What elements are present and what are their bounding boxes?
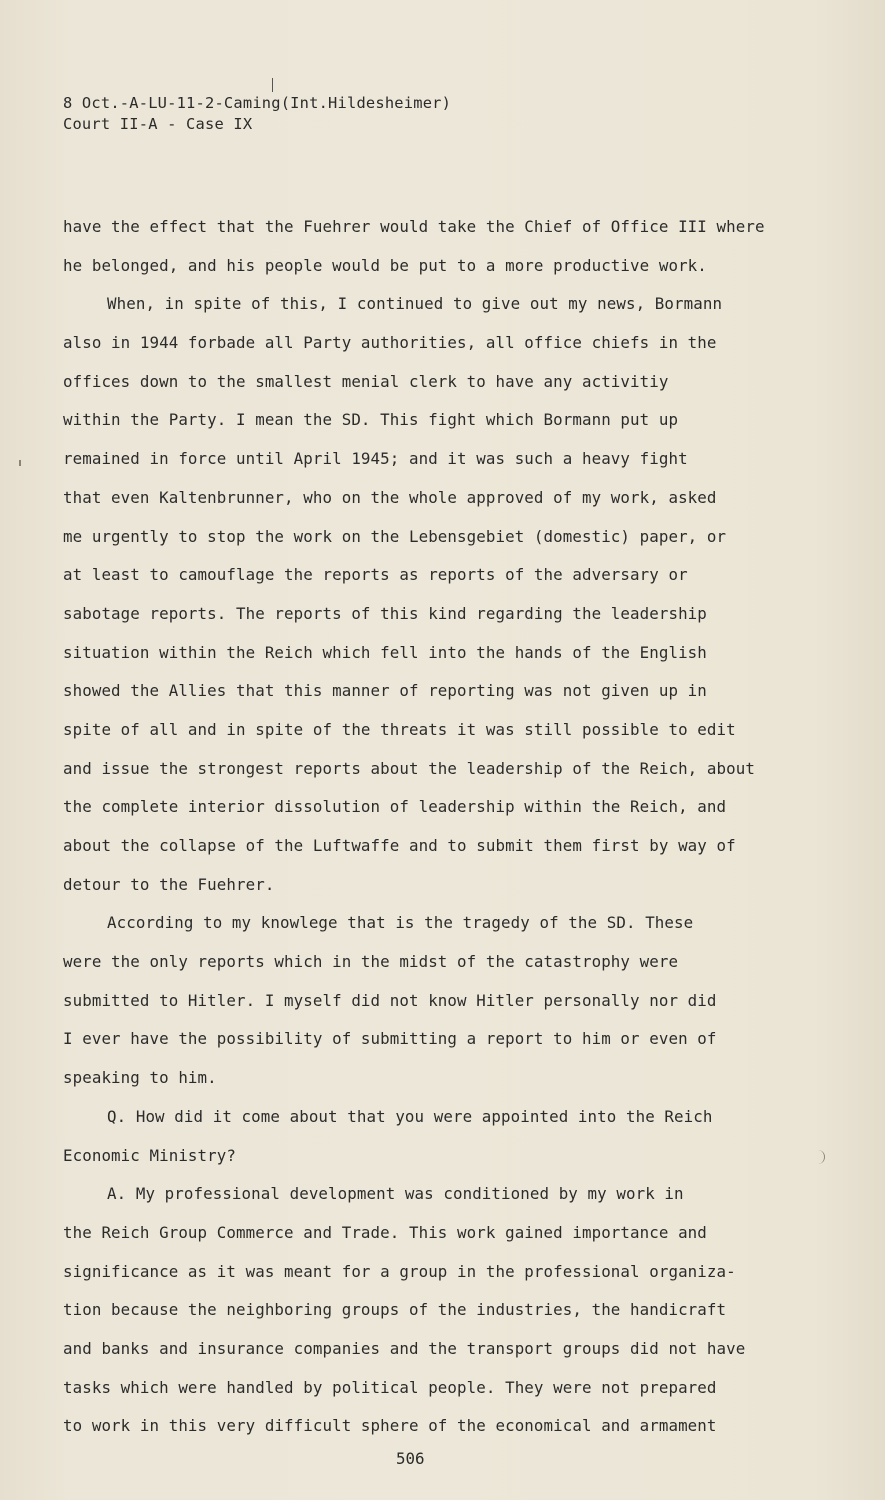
transcript-line: tasks which were handled by political people. They were not prepared [63,1377,717,1397]
typewriter-mark [272,78,273,92]
transcript-line: to work in this very difficult sphere of the economical and armament [63,1416,717,1436]
transcript-line: detour to the Fuehrer. [63,874,275,894]
transcript-line: submitted to Hitler. I myself did not know Hitler personally nor did [63,990,717,1010]
header-session-line: 8 Oct.-A-LU-11-2-Caming(Int.Hildesheimer) [63,94,452,112]
transcript-line: tion because the neighboring groups of the industries, the handicraft [63,1300,727,1320]
transcript-line: offices down to the smallest menial clerk to have any activitiy [63,371,669,391]
transcript-line: were the only reports which in the midst of the catastrophy were [63,952,679,972]
transcript-line: I ever have the possibility of submitting a report to him or even of [63,1029,717,1049]
transcript-line: about the collapse of the Luftwaffe and to submit them first by way of [63,836,736,855]
transcript-line: Q. How did it come about that you were appointed into the Reich [107,1106,713,1126]
transcript-line: A. My professional development was conditioned by my work in [107,1184,684,1204]
transcript-line: showed the Allies that this manner of reporting was not given up in [63,681,707,701]
transcript-line: When, in spite of this, I continued to give out my news, Bormann [107,294,723,314]
transcript-line: me urgently to stop the work on the Lebensgebiet (domestic) paper, or [63,526,727,546]
transcript-line: and banks and insurance companies and the transport groups did not have [63,1338,746,1358]
transcript-line: sabotage reports. The reports of this kind regarding the leadership [63,603,707,623]
transcript-line: According to my knowlege that is the tragedy of the SD. These [107,913,694,933]
transcript-line: significance as it was meant for a group in the professional organiza- [63,1261,736,1281]
transcript-line: spite of all and in spite of the threats it was still possible to edit [63,719,736,739]
transcript-body [63,213,783,1451]
transcript-line: and issue the strongest reports about the leadership of the Reich, about [63,758,755,778]
transcript-line: at least to camouflage the reports as reports of the adversary or [63,565,688,585]
transcript-line: he belonged, and his people would be put to a more productive work. [63,255,707,275]
transcript-line: situation within the Reich which fell into the hands of the English [63,642,707,662]
transcript-line: Economic Ministry? [63,1145,236,1165]
margin-mark [19,460,21,466]
transcript-line: also in 1944 forbade all Party authorities, all office chiefs in the [63,333,717,353]
header-case-line: Court II-A - Case IX [63,115,253,133]
transcript-line: have the effect that the Fuehrer would take the Chief of Office III where [63,217,765,236]
transcript-line: remained in force until April 1945; and it was such a heavy fight [63,449,688,469]
page-number: 506 [396,1449,425,1468]
transcript-line: speaking to him. [63,1068,217,1088]
document-header [63,93,451,135]
transcript-line: that even Kaltenbrunner, who on the whole approved of my work, asked [63,487,717,507]
transcript-line: within the Party. I mean the SD. This fight which Bormann put up [63,410,679,430]
margin-mark [818,1150,825,1164]
transcript-line: the complete interior dissolution of leadership within the Reich, and [63,797,727,817]
transcript-line: the Reich Group Commerce and Trade. This work gained importance and [63,1222,707,1242]
